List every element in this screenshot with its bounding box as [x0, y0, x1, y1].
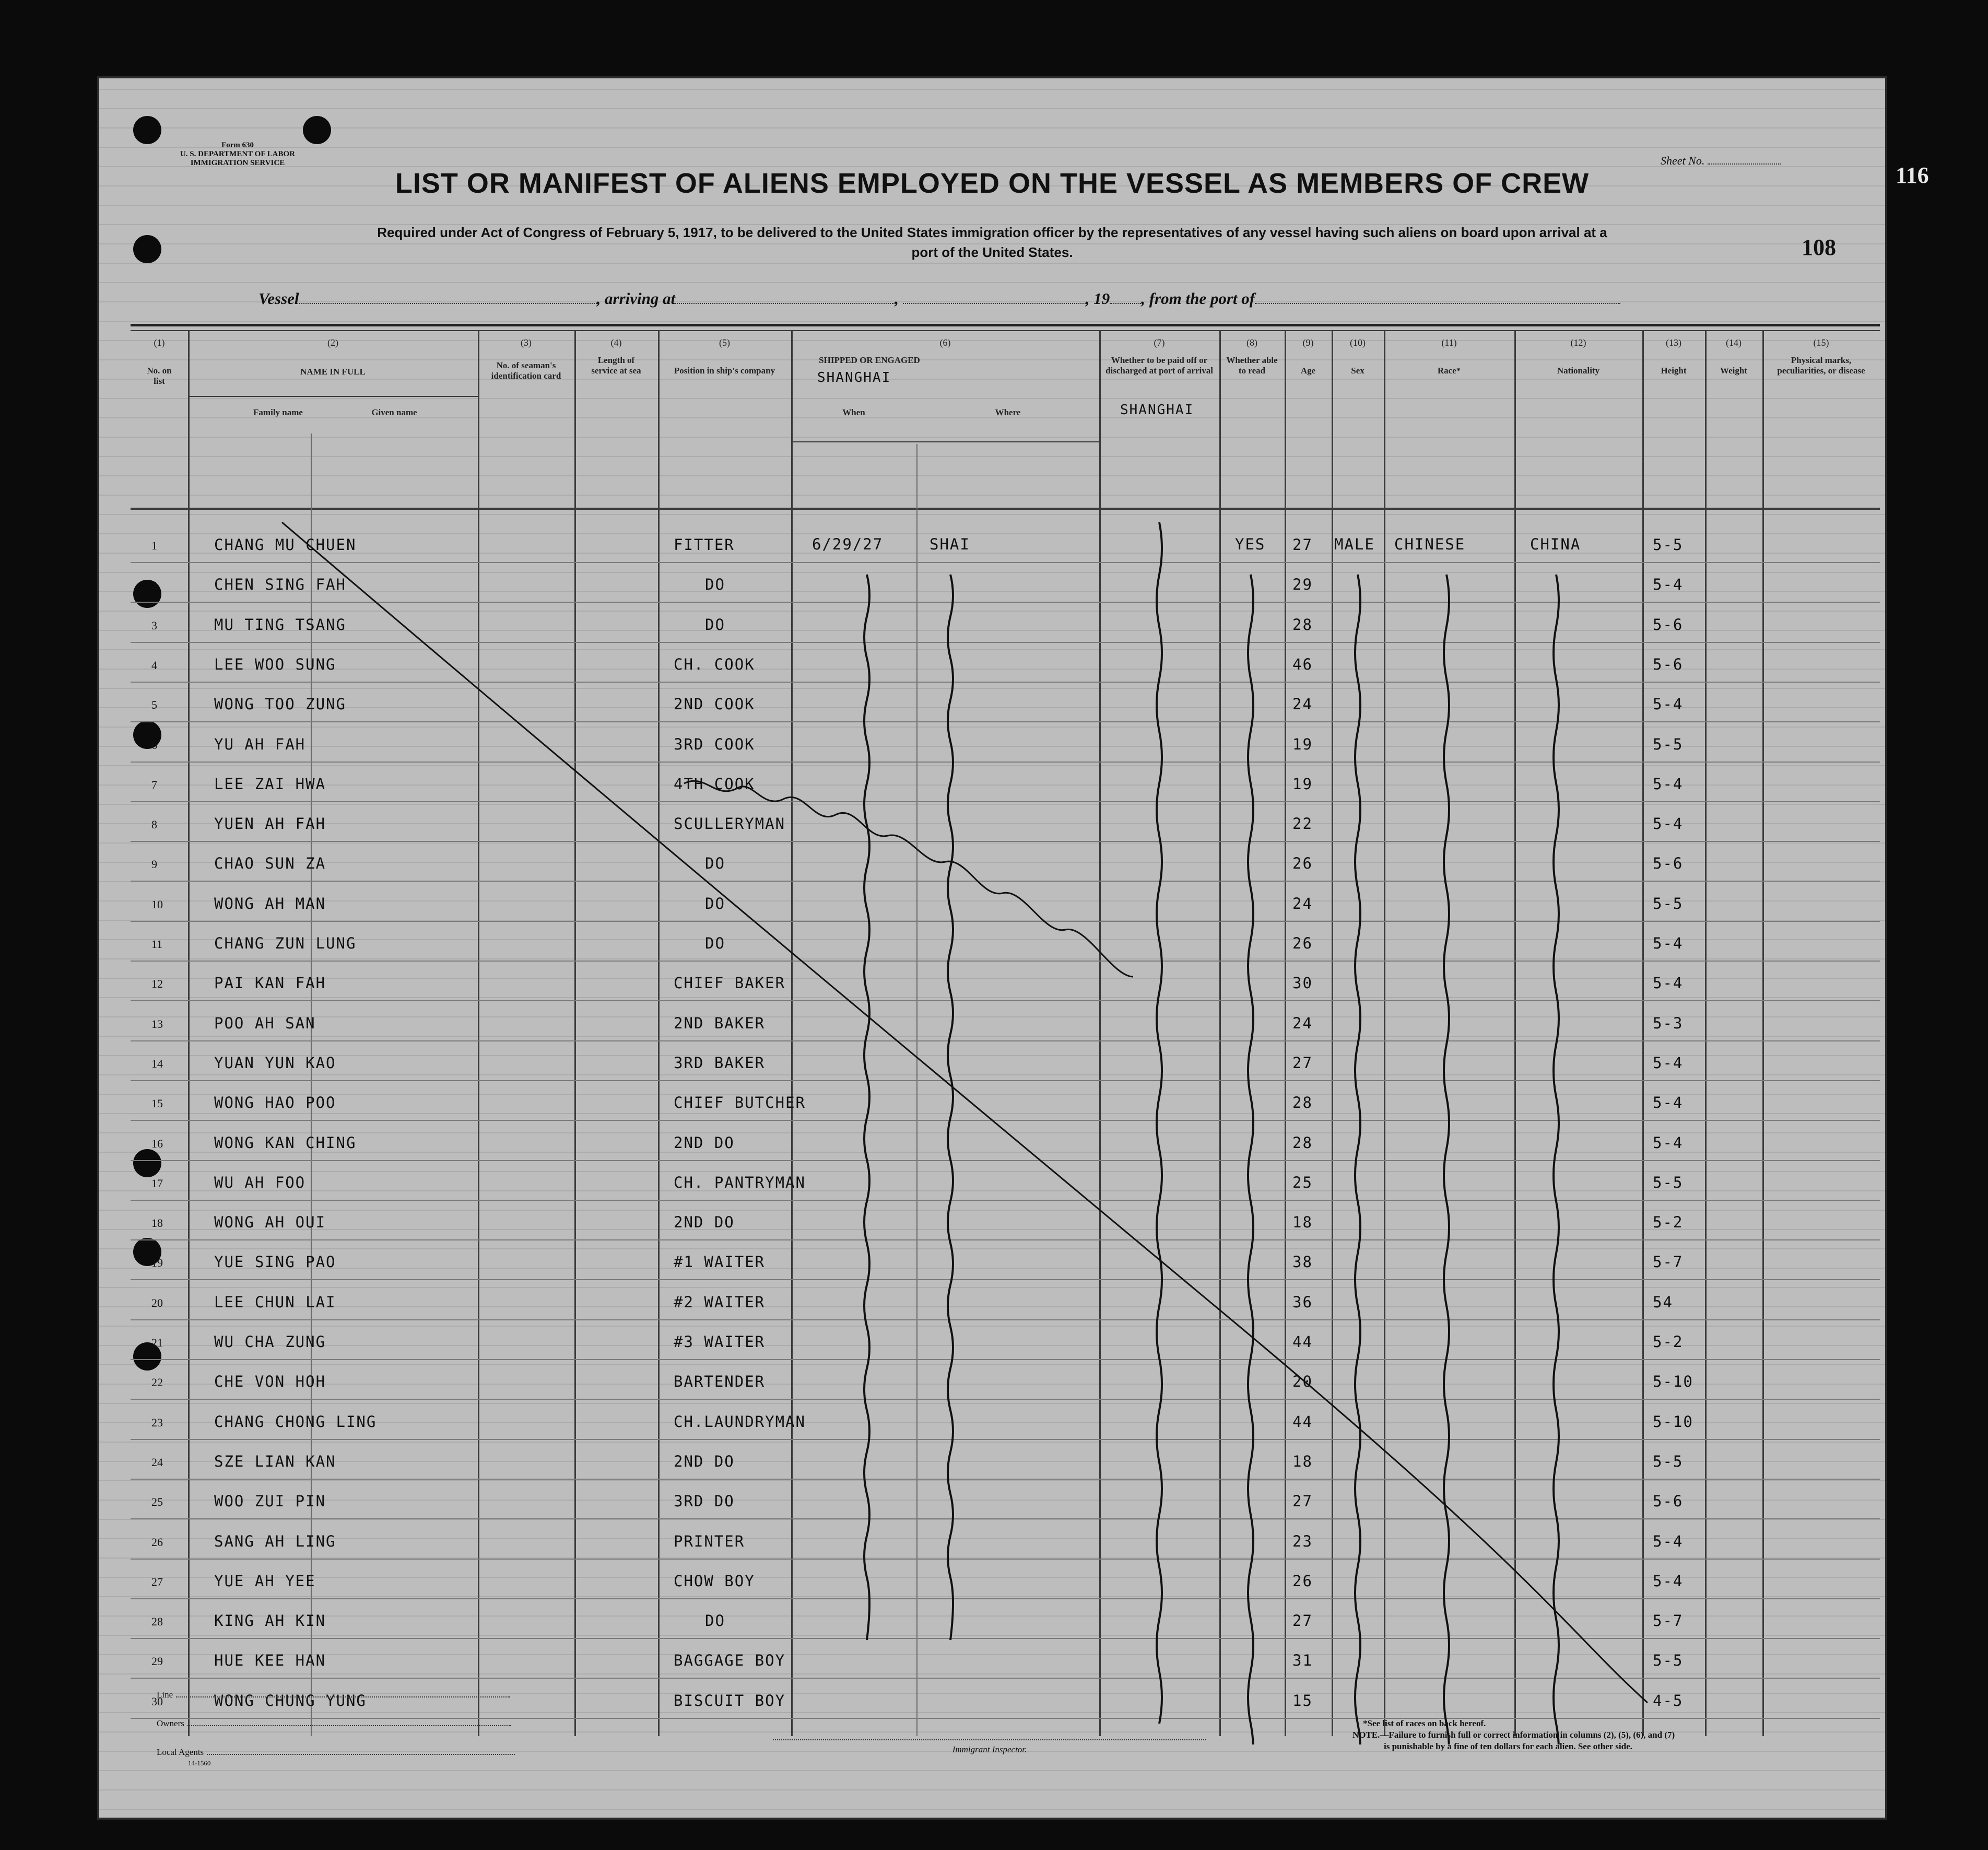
crew-position: DO	[705, 616, 725, 634]
page-subtitle-line2: port of the United States.	[911, 244, 1073, 260]
crew-position: BISCUIT BOY	[674, 1692, 786, 1710]
faint-rule	[99, 127, 1885, 128]
crew-height: 5-5	[1653, 536, 1684, 554]
crew-age: 27	[1292, 1492, 1313, 1510]
row1-where: SHAI	[930, 535, 970, 553]
row-number: 6	[151, 739, 157, 752]
crew-height: 5-4	[1653, 576, 1684, 593]
crew-age: 46	[1292, 655, 1313, 673]
col-number: (1)	[154, 337, 165, 348]
crew-age: 15	[1292, 1692, 1313, 1710]
crew-name: YU AH FAH	[214, 735, 306, 753]
inspector-signature-line	[773, 1739, 1206, 1740]
row-number: 30	[151, 1695, 163, 1708]
crew-position: DO	[705, 934, 725, 952]
row1-when: 6/29/27	[812, 535, 884, 553]
crew-name: WONG TOO ZUNG	[214, 695, 346, 713]
header-when: When	[842, 407, 865, 417]
crew-height: 5-10	[1653, 1373, 1693, 1390]
col-number: (12)	[1570, 337, 1586, 348]
crew-position: 2ND DO	[674, 1134, 735, 1152]
crew-name: YUEN AH FAH	[214, 815, 326, 833]
crew-position: CH. COOK	[674, 655, 755, 673]
diagonal-cancel-line	[282, 522, 1648, 1703]
crew-name: MU TING TSANG	[214, 616, 346, 634]
crew-position: 3RD DO	[674, 1492, 735, 1510]
crew-name: SZE LIAN KAN	[214, 1453, 336, 1470]
crew-age: 18	[1292, 1213, 1313, 1231]
crew-position: 3RD COOK	[674, 735, 755, 753]
row-number: 5	[151, 698, 157, 711]
crew-height: 5-3	[1653, 1014, 1684, 1032]
vessel-label: Vessel	[258, 289, 299, 308]
crew-height: 5-5	[1653, 1174, 1684, 1191]
header-able-to-read: Whether able to read	[1226, 355, 1278, 376]
row-number: 28	[151, 1615, 163, 1628]
crew-name: WONG HAO POO	[214, 1094, 336, 1111]
crew-age: 19	[1292, 735, 1313, 753]
crew-height: 5-5	[1653, 895, 1684, 912]
col-number: (7)	[1154, 337, 1165, 348]
header-name-in-full: NAME IN FULL	[300, 367, 366, 377]
crew-position: FITTER	[674, 536, 735, 554]
crew-age: 24	[1292, 895, 1313, 912]
crew-age: 44	[1292, 1333, 1313, 1351]
crew-name: WOO ZUI PIN	[214, 1492, 326, 1510]
crew-age: 26	[1292, 854, 1313, 872]
sheet-label: Sheet No.	[1661, 154, 1705, 167]
crew-name: POO AH SAN	[214, 1014, 316, 1032]
crew-name: WONG KAN CHING	[214, 1134, 357, 1152]
crew-position: 2ND DO	[674, 1453, 735, 1470]
faint-rule	[99, 321, 1885, 322]
col-number: (9)	[1302, 337, 1314, 348]
row-number: 10	[151, 898, 163, 911]
department-name: U. S. DEPARTMENT OF LABOR	[180, 150, 296, 158]
crew-age: 29	[1292, 576, 1313, 593]
header-shipped-engaged: SHIPPED OR ENGAGED	[819, 355, 920, 365]
crew-position: DO	[705, 895, 725, 912]
year-label: , 19	[1085, 289, 1110, 308]
crew-name: YUE AH YEE	[214, 1572, 316, 1590]
paid-off-value: SHANGHAI	[1120, 402, 1194, 418]
service-name: IMMIGRATION SERVICE	[190, 159, 285, 167]
crew-name: YUE SING PAO	[214, 1253, 336, 1271]
row-number: 29	[151, 1655, 163, 1668]
crew-age: 26	[1292, 934, 1313, 952]
row-number: 8	[151, 818, 157, 831]
crew-table	[131, 324, 1880, 1744]
crew-name: PAI KAN FAH	[214, 974, 326, 992]
crew-age: 23	[1292, 1532, 1313, 1550]
crew-age: 36	[1292, 1293, 1313, 1311]
crew-height: 5-2	[1653, 1213, 1684, 1231]
ditto-line-where	[948, 575, 953, 1640]
header-position: Position in ship's company	[674, 366, 775, 376]
ditto-line-nationality	[1554, 575, 1559, 1744]
crew-name: SANG AH LING	[214, 1532, 336, 1550]
crew-height: 5-5	[1653, 735, 1684, 753]
form-number: Form 630	[221, 141, 254, 149]
crew-name: WU CHA ZUNG	[214, 1333, 326, 1351]
crew-age: 24	[1292, 1014, 1313, 1032]
crew-name: YUAN YUN KAO	[214, 1054, 336, 1072]
line-label-text: Line	[157, 1690, 173, 1700]
crew-age: 18	[1292, 1453, 1313, 1470]
crew-height: 5-5	[1653, 1453, 1684, 1470]
footer-note-1: *See list of races on back hereof.	[1363, 1718, 1486, 1728]
crew-name: CHAO SUN ZA	[214, 854, 326, 872]
crew-name: CHEN SING FAH	[214, 576, 346, 593]
handwritten-scrawl	[684, 781, 1133, 977]
crew-position: CHIEF BUTCHER	[674, 1094, 806, 1111]
header-age: Age	[1300, 366, 1316, 376]
crew-height: 5-10	[1653, 1413, 1693, 1431]
ditto-line-read	[1248, 575, 1253, 1744]
crew-height: 5-6	[1653, 616, 1684, 634]
inspector-label: Immigrant Inspector.	[952, 1744, 1027, 1754]
page-title: LIST OR MANIFEST OF ALIENS EMPLOYED ON THE VESSEL AS MEMBERS OF CREW	[395, 168, 1590, 199]
crew-height: 5-4	[1653, 1054, 1684, 1072]
crew-age: 24	[1292, 695, 1313, 713]
row-number: 18	[151, 1216, 163, 1230]
header-where: Where	[995, 407, 1021, 417]
crew-position: BAGGAGE BOY	[674, 1652, 786, 1669]
row-number: 1	[151, 539, 157, 552]
crew-position: 2ND BAKER	[674, 1014, 766, 1032]
row-number: 27	[151, 1575, 163, 1588]
crew-position: 2ND COOK	[674, 695, 755, 713]
crew-height: 5-4	[1653, 934, 1684, 952]
ditto-line-sex	[1355, 575, 1360, 1744]
row-number: 4	[151, 659, 157, 672]
col-number: (8)	[1246, 337, 1257, 348]
col-number: (4)	[610, 337, 622, 348]
col-number: (14)	[1726, 337, 1742, 348]
crew-age: 19	[1292, 775, 1313, 793]
header-no-on-list: No. on list	[147, 366, 172, 386]
crew-height: 5-7	[1653, 1253, 1684, 1271]
faint-rule	[99, 1789, 1885, 1790]
crew-position: PRINTER	[674, 1532, 745, 1550]
header-nationality: Nationality	[1557, 366, 1600, 376]
row-number: 13	[151, 1017, 163, 1031]
shipped-engaged-value: SHANGHAI	[817, 370, 891, 385]
vessel-line	[258, 289, 1620, 308]
footer-form-code: 14-1560	[188, 1759, 211, 1767]
faint-rule	[99, 1770, 1885, 1771]
row-number: 24	[151, 1456, 163, 1469]
crew-height: 5-2	[1653, 1333, 1684, 1351]
row-number: 14	[151, 1057, 163, 1070]
crew-height: 5-6	[1653, 854, 1684, 872]
header-seaman-id: No. of seaman's identification card	[491, 360, 561, 381]
crew-position: DO	[705, 854, 725, 872]
crew-height: 5-4	[1653, 1134, 1684, 1152]
row-number: 20	[151, 1296, 163, 1309]
crew-height: 5-4	[1653, 1532, 1684, 1550]
crew-height: 5-6	[1653, 1492, 1684, 1510]
agents-label-text: Local Agents	[157, 1747, 204, 1757]
row-number: 22	[151, 1376, 163, 1389]
col-number: (11)	[1441, 337, 1457, 348]
crew-position: BARTENDER	[674, 1373, 766, 1390]
crew-position: 2ND DO	[674, 1213, 735, 1231]
arriving-label: , arriving at	[596, 289, 676, 308]
ditto-line-paid-off	[1157, 522, 1162, 1724]
crew-name: KING AH KIN	[214, 1612, 326, 1630]
crew-age: 25	[1292, 1174, 1313, 1191]
crew-height: 5-5	[1653, 1652, 1684, 1669]
faint-rule	[99, 282, 1885, 283]
crew-height: 5-7	[1653, 1612, 1684, 1630]
crew-age: 30	[1292, 974, 1313, 992]
footer-note-3: is punishable by a fine of ten dollars for each alien. See other side.	[1384, 1741, 1632, 1751]
row-number: 7	[151, 778, 157, 791]
row1-sex: MALE	[1334, 535, 1375, 553]
crew-age: 44	[1292, 1413, 1313, 1431]
col-number: (3)	[521, 337, 532, 348]
col-number: (5)	[719, 337, 730, 348]
crew-name: WONG AH OUI	[214, 1213, 326, 1231]
crew-position: SCULLERYMAN	[674, 815, 786, 833]
footer-line-label	[157, 1690, 510, 1700]
row-number: 3	[151, 619, 157, 632]
crew-name: CHE VON HOH	[214, 1373, 326, 1390]
punch-hole	[303, 116, 331, 144]
crew-age: 38	[1292, 1253, 1313, 1271]
stamp-number-top: 116	[1896, 162, 1929, 188]
crew-position: #1 WAITER	[674, 1253, 766, 1271]
crew-height: 5-4	[1653, 1094, 1684, 1111]
header-race: Race*	[1437, 366, 1461, 376]
crew-age: 26	[1292, 1572, 1313, 1590]
page-subtitle-line1: Required under Act of Congress of February 5, 1917, to be delivered to the United States immigration officer by the representatives of any vessel having such aliens on board upon arrival at a	[377, 225, 1607, 240]
crew-name: LEE CHUN LAI	[214, 1293, 336, 1311]
crew-height: 5-6	[1653, 655, 1684, 673]
crew-position: CHIEF BAKER	[674, 974, 786, 992]
crew-position: #3 WAITER	[674, 1333, 766, 1351]
row-number: 12	[151, 977, 163, 990]
header-sex: Sex	[1351, 366, 1364, 376]
ditto-line-race	[1444, 575, 1449, 1744]
crew-height: 5-4	[1653, 1572, 1684, 1590]
handwritten-marks	[131, 324, 1880, 1744]
manifest-sheet	[99, 78, 1929, 1818]
row-number: 9	[151, 858, 157, 871]
crew-position: 3RD BAKER	[674, 1054, 766, 1072]
header-height: Height	[1661, 366, 1687, 376]
crew-position: CH.LAUNDRYMAN	[674, 1413, 806, 1431]
row-number: 26	[151, 1536, 163, 1549]
crew-age: 28	[1292, 1094, 1313, 1111]
faint-rule	[99, 147, 1885, 148]
row-number: 11	[151, 938, 163, 951]
header-family-name: Family name	[253, 407, 303, 417]
crew-position: DO	[705, 576, 725, 593]
col-number: (13)	[1666, 337, 1681, 348]
crew-age: 27	[1292, 1612, 1313, 1630]
col-number: (15)	[1813, 337, 1829, 348]
crew-name: WU AH FOO	[214, 1174, 306, 1191]
col-number: (6)	[939, 337, 951, 348]
crew-age: 27	[1292, 536, 1313, 554]
crew-name: CHANG MU CHUEN	[214, 536, 357, 554]
faint-rule	[99, 108, 1885, 109]
faint-rule	[99, 1809, 1885, 1810]
crew-name: CHANG ZUN LUNG	[214, 934, 357, 952]
crew-position: #2 WAITER	[674, 1293, 766, 1311]
row-number: 19	[151, 1256, 163, 1269]
crew-age: 28	[1292, 616, 1313, 634]
crew-age: 22	[1292, 815, 1313, 833]
from-port-label: , from the port of	[1141, 289, 1255, 308]
col-number: (2)	[327, 337, 338, 348]
faint-rule	[99, 205, 1885, 206]
ditto-line-when	[864, 575, 869, 1640]
header-weight: Weight	[1720, 366, 1747, 376]
crew-name: LEE ZAI HWA	[214, 775, 326, 793]
header-length-service: Length of service at sea	[591, 355, 641, 376]
faint-rule	[99, 263, 1885, 264]
row1-nationality: CHINA	[1530, 535, 1581, 553]
footer-agents-label	[157, 1747, 515, 1758]
crew-height: 5-4	[1653, 775, 1684, 793]
crew-age: 31	[1292, 1652, 1313, 1669]
arriving-separator: ,	[895, 289, 903, 308]
crew-age: 28	[1292, 1134, 1313, 1152]
row-number: 15	[151, 1097, 163, 1110]
crew-height: 5-4	[1653, 974, 1684, 992]
crew-position: CH. PANTRYMAN	[674, 1174, 806, 1191]
stamp-number-side: 108	[1802, 235, 1836, 260]
footer-note-2: NOTE.—Failure to furnish full or correct information in columns (2), (5), (6), and (7)	[1352, 1730, 1675, 1740]
sheet-number-label	[1661, 154, 1781, 168]
row-number: 25	[151, 1495, 163, 1508]
header-physical-marks: Physical marks, peculiarities, or disease	[1777, 355, 1865, 376]
row-number: 2	[151, 579, 157, 592]
row-number: 16	[151, 1137, 163, 1150]
owners-label-text: Owners	[157, 1718, 184, 1728]
col-number: (10)	[1350, 337, 1366, 348]
punch-hole	[133, 116, 161, 144]
crew-position: DO	[705, 1612, 725, 1630]
row-number: 21	[151, 1336, 163, 1349]
faint-rule	[99, 89, 1885, 90]
crew-age: 27	[1292, 1054, 1313, 1072]
footer-owners-label	[157, 1718, 511, 1729]
crew-name: WONG CHUNG YUNG	[214, 1692, 367, 1710]
crew-height: 54	[1653, 1293, 1673, 1311]
header-paid-off: Whether to be paid off or discharged at port of arrival	[1105, 355, 1213, 376]
crew-name: WONG AH MAN	[214, 895, 326, 912]
row-number: 23	[151, 1416, 163, 1429]
crew-height: 5-4	[1653, 815, 1684, 833]
row1-race: CHINESE	[1394, 535, 1466, 553]
crew-position: CHOW BOY	[674, 1572, 755, 1590]
header-given-name: Given name	[371, 407, 417, 417]
crew-position: 4TH COOK	[674, 775, 755, 793]
crew-height: 5-4	[1653, 695, 1684, 713]
crew-name: LEE WOO SUNG	[214, 655, 336, 673]
crew-age: 20	[1292, 1373, 1313, 1390]
row-number: 17	[151, 1177, 163, 1190]
row1-read: YES	[1235, 535, 1266, 553]
crew-height: 4-5	[1653, 1692, 1684, 1710]
crew-name: CHANG CHONG LING	[214, 1413, 377, 1431]
crew-name: HUE KEE HAN	[214, 1652, 326, 1669]
